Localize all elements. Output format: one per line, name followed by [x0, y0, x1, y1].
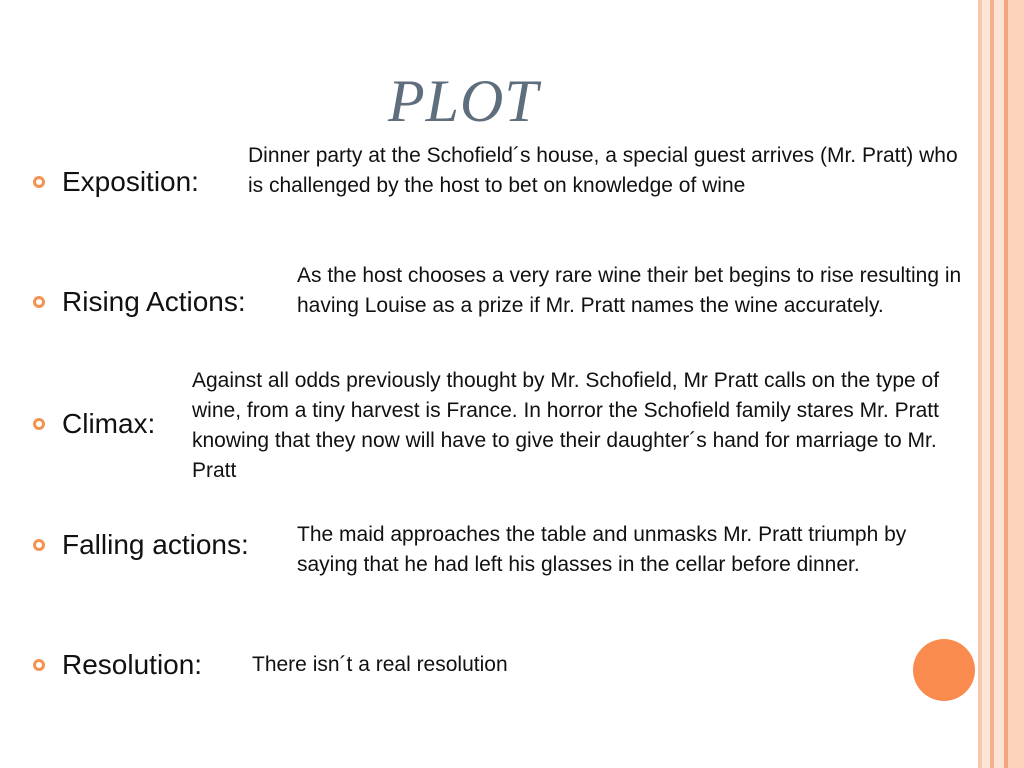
bullet-resolution — [32, 649, 202, 681]
description-falling-actions: The maid approaches the table and unmasks Mr. Pratt triumph by saying that he had left his glasses in the cellar before dinner. — [297, 523, 907, 576]
ring-bullet-icon — [32, 295, 46, 309]
bullet-label-resolution: Resolution: — [62, 649, 203, 680]
bullet-falling-actions — [32, 529, 249, 561]
bullet-climax — [32, 408, 155, 440]
ring-bullet-icon — [32, 538, 46, 552]
description-climax: Against all odds previously thought by Mr. Schofield, Mr Pratt calls on the type of wine, from a tiny harvest is France. In horror the Schofield family stares Mr. Pratt knowing that they now will have to give their daughter´s hand for marriage to Mr. Pratt — [192, 369, 940, 482]
decorative-orange-circle — [913, 639, 975, 701]
bullet-rising-actions — [32, 286, 246, 318]
decorative-stripe — [982, 0, 990, 768]
decorative-stripe — [1008, 0, 1024, 768]
description-rising-actions: As the host chooses a very rare wine their bet begins to rise resulting in having Louise as a prize if Mr. Pratt names the wine accurately. — [297, 264, 962, 317]
bullet-label-exposition: Exposition: — [62, 166, 199, 197]
description-resolution: There isn´t a real resolution — [252, 653, 508, 676]
bullet-label-climax: Climax: — [62, 408, 156, 439]
ring-bullet-icon — [32, 417, 46, 431]
ring-bullet-icon — [32, 175, 46, 189]
slide-title: PLOT — [388, 68, 539, 134]
decorative-stripe — [994, 0, 1004, 768]
bullet-label-rising-actions: Rising Actions: — [62, 286, 246, 317]
description-exposition: Dinner party at the Schofield´s house, a special guest arrives (Mr. Pratt) who is challenged by the host to bet on knowledge of wine — [248, 144, 958, 197]
bullet-label-falling-actions: Falling actions: — [62, 529, 249, 560]
ring-bullet-icon — [32, 658, 46, 672]
bullet-exposition — [32, 166, 199, 198]
